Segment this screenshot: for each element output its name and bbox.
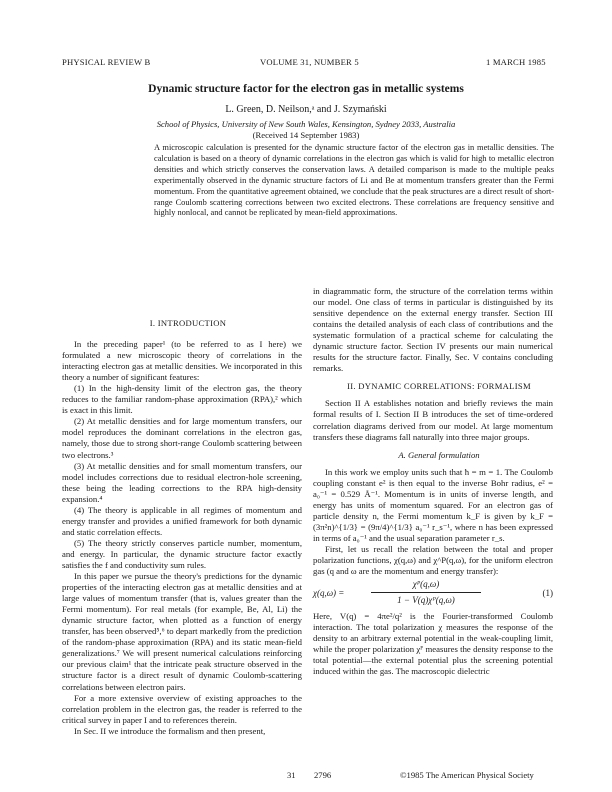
equation-lhs: χ(q,ω) = (313, 588, 345, 599)
equation-1 (313, 577, 553, 611)
received-date: (Received 14 September 1983) (252, 130, 360, 140)
page-number: 2796 (314, 770, 332, 780)
authors: L. Green, D. Neilson,ᵃ and J. Szymański (225, 104, 387, 115)
paragraph: (4) The theory is applicable in all regimes of momentum and energy transfer and provides a unified framework for both dynamic and static correlation effects. (62, 504, 302, 537)
paragraph: In Sec. II we introduce the formalism and then present, (74, 725, 266, 736)
fraction-bar (371, 592, 481, 593)
paragraph: Section II A establishes notation and briefly reviews the main formal results of I. Section II B introduces the set of time-ordered correlation diagrams derived from our model. At large momentum transfers these diagrams fall naturally into three major groups. (313, 398, 553, 442)
affiliation: School of Physics, University of New South Wales, Kensington, Sydney 2033, Australia (156, 119, 456, 129)
equation-numerator: χᴾ(q,ω) (412, 579, 440, 590)
paragraph: In this paper we pursue the theory's predictions for the dynamic properties of the interacting electron gas at metallic densities and at large values of momentum transfer (that is, values greater than the Fermi momentum). For real metals (for example, Be, Al, Li) the dynamic structure factor, when plotted as a function of energy transfer, has been observed⁵,⁶ to depart markedly from the prediction of the random-phase approximation (RPA) and its static mean-field generalizations.⁷ We will present numerical calculations reinforcing our previous claim¹ that the intricate peak structure observed in the structure factor is a direct result of dynamic Coulomb-scattering correlations between electron pairs. (62, 571, 302, 692)
paragraph: (2) At metallic densities and for large momentum transfers, our model reproduces the dominant correlations in the electron gas, namely, those due to strong short-range Coulomb scattering between two electrons.³ (62, 416, 302, 460)
journal-name: PHYSICAL REVIEW B (62, 57, 151, 67)
paragraph: In this work we employ units such that ħ = m = 1. The Coulomb coupling constant e² is then equal to the inverse Bohr radius, e² = a₀⁻¹ = 0.529 Å⁻¹. Momentum is in units of inverse length, and energy has units of momentum squared. For an electron gas of particle density n, the Fermi momentum k_F is given by k_F = (3π²n)^{1/3} = (9π/4)^{1/3} a₀⁻¹ r_s⁻¹, where n has been expressed in terms of a₀⁻¹ and the usual separation parameter r_s. (313, 466, 553, 543)
copyright: ©1985 The American Physical Society (400, 770, 534, 780)
volume-footer: 31 (287, 770, 296, 780)
paragraph: In the preceding paper¹ (to be referred to as I here) we formulated a new microscopic theory of correlations in the interacting electron gas at metallic densities. We incorporated in this theory a number of significant features: (62, 339, 302, 383)
right-column (313, 286, 553, 677)
paragraph: First, let us recall the relation between the total and proper polarization functions, χ(q,ω) and χ^P(q,ω), for the uniform electron gas (q and ω are the momentum and energy transfer): (313, 543, 553, 577)
paragraph: (5) The theory strictly conserves particle number, momentum, and energy. In particular, the dynamic structure factor exactly satisfies the f and conductivity sum rules. (62, 537, 302, 570)
paragraph: in diagrammatic form, the structure of the correlation terms within our model. One class of terms in particular is distinguished by its sensitive dependence on the external energy transfer. Section III contains the detailed analysis of each class of contributions and the systematic formulation of a practical scheme for calculating the dynamic structure factor. Section IV presents our main numerical results for the structure factor. Finally, Sec. V contains concluding remarks. (313, 286, 553, 374)
volume-number: VOLUME 31, NUMBER 5 (260, 57, 359, 67)
issue-date: 1 MARCH 1985 (486, 57, 546, 67)
equation-number: (1) (542, 588, 553, 599)
paragraph: (3) At metallic densities and for small momentum transfers, our model includes corrections due to residual electron-hole screening, these being the leading corrections to the RPA high-density expansion.⁴ (62, 460, 302, 504)
section-heading-introduction: I. INTRODUCTION (149, 318, 227, 328)
subsection-heading: A. General formulation (398, 449, 480, 460)
paragraph: For a more extensive overview of existing approaches to the correlation problem in the electron gas, the reader is referred to the critical survey in paper I and to references therein. (62, 692, 302, 725)
left-column (62, 318, 302, 737)
abstract: A microscopic calculation is presented for the dynamic structure factor of the electron gas in metallic densities. The calculation is based on a theory of dynamic correlations in the electron gas which is valid for high to metallic electron densities and which strictly conserves the conservation laws. A detailed comparison is made to the multiple peaks experimentally observed in the dynamic structure factors of Li and Be at momentum transfers greater than the Fermi momentum. From the quantitative agreement obtained, we conclude that the peak structures are a direct result of short-range Coulomb scattering corrections between two excited electrons. These correlations are frequency sensitive and highly nonlocal, and cannot be replicated by mean-field approximations. (154, 143, 554, 218)
paper-title: Dynamic structure factor for the electron gas in metallic systems (148, 83, 464, 95)
section-heading-formalism: II. DYNAMIC CORRELATIONS: FORMALISM (347, 381, 531, 392)
equation-denominator: 1 − V(q)χᴾ(q,ω) (397, 595, 455, 606)
paragraph: Here, V(q) = 4πe²/q² is the Fourier-transformed Coulomb interaction. The total polarization χ measures the response of the density to an arbitrary external potential in the weak-coupling limit, while the proper polarization χᴾ measures the density response to the total potential—the external potential plus the screening potential induced within the gas. The macroscopic dielectric (313, 611, 553, 677)
paragraph: (1) In the high-density limit of the electron gas, the theory reduces to the familiar random-phase approximation (RPA),² which is exact in this limit. (62, 383, 302, 416)
